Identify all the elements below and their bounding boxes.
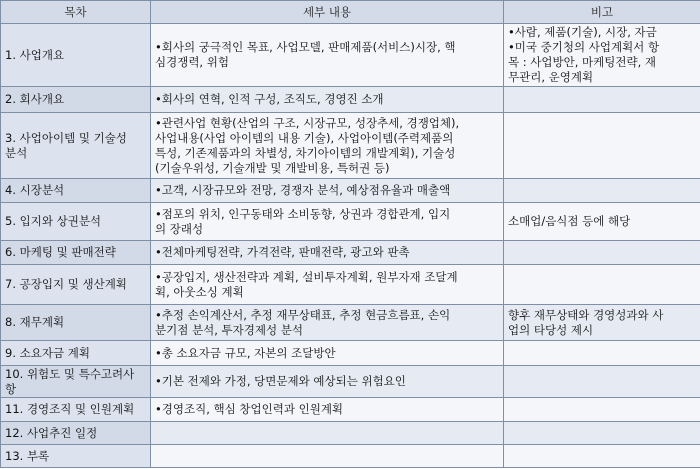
detail-line: •점포의 위치, 인구동태와 소비동향, 상권과 경합관계, 입지 xyxy=(155,206,451,221)
note-line: 무관리, 운영계획 xyxy=(508,70,594,84)
note-line: •미국 중기청의 사업계획서 항 xyxy=(508,40,660,54)
row-note xyxy=(504,305,700,341)
row-note xyxy=(504,241,700,265)
header-row xyxy=(1,1,700,24)
row-detail xyxy=(151,24,504,87)
detail-line: •관련사업 현황(산업의 구조, 시장규모, 성장추세, 경쟁업체), xyxy=(155,115,460,130)
row-note xyxy=(504,113,700,179)
row-note xyxy=(504,341,700,366)
detail-line: •기본 전제와 가정, 당면문제와 예상되는 위험요인 xyxy=(155,374,406,388)
detail-line: •회사의 궁극적인 목표, 사업모델, 판매제품(서비스)시장, 핵 xyxy=(155,40,456,54)
row-detail xyxy=(151,87,504,113)
detail-line: •공장입지, 생산전략과 계획, 설비투자계획, 원부자재 조달계 xyxy=(155,269,458,284)
row-note xyxy=(504,398,700,422)
row-detail xyxy=(151,241,504,265)
row-note xyxy=(504,24,700,87)
row-detail xyxy=(151,305,504,341)
row-detail xyxy=(151,398,504,422)
row-note xyxy=(504,366,700,398)
category-line: 항 xyxy=(5,381,17,396)
row-note xyxy=(504,445,700,468)
table-row xyxy=(1,398,700,422)
table-row xyxy=(1,341,700,366)
row-category: 6. 마케팅 및 판매전략 xyxy=(1,241,151,265)
row-note xyxy=(504,265,700,305)
header-toc: 목차 xyxy=(1,1,151,24)
table-row xyxy=(1,305,700,341)
detail-line: 사업내용(사업 아이템의 내용 기술), 사업아이템(주력제품의 xyxy=(155,130,454,145)
row-note xyxy=(504,422,700,445)
detail-line: 분기점 분석, 투자경제성 분석 xyxy=(155,322,303,337)
detail-line: (기술우위성, 기술개발 및 개발비용, 특허권 등) xyxy=(155,160,390,175)
table-row xyxy=(1,265,700,305)
table-row xyxy=(1,422,700,445)
table-row xyxy=(1,179,700,203)
category-line: 3. 사업아이템 및 기술성 xyxy=(5,130,127,145)
table-row xyxy=(1,203,700,241)
detail-line: •추정 손익계산서, 추정 재무상태표, 추정 현금흐름표, 손익 xyxy=(155,307,451,322)
row-category: 13. 부록 xyxy=(1,445,151,468)
detail-line: •총 소요자금 규모, 자본의 조달방안 xyxy=(155,345,336,360)
category-line: 10. 위험도 및 특수고려사 xyxy=(5,366,135,381)
header-detail: 세부 내용 xyxy=(151,1,504,24)
category-line: 분석 xyxy=(5,145,28,160)
header-note: 비고 xyxy=(504,1,700,24)
row-detail xyxy=(151,113,504,179)
row-category: 1. 사업개요 xyxy=(1,24,151,87)
detail-line: •전체마케팅전략, 가격전략, 판매전략, 광고와 판촉 xyxy=(155,245,410,259)
row-detail xyxy=(151,341,504,366)
detail-line: •회사의 연혁, 인적 구성, 조직도, 경영진 소개 xyxy=(155,92,384,106)
row-category: 5. 입지와 상권분석 xyxy=(1,203,151,241)
row-detail xyxy=(151,445,504,468)
row-detail xyxy=(151,203,504,241)
row-detail xyxy=(151,366,504,398)
detail-line: 심경쟁력, 위험 xyxy=(155,55,229,69)
row-category: 11. 경영조직 및 인원계획 xyxy=(1,398,151,422)
row-category: 7. 공장입지 및 생산계획 xyxy=(1,265,151,305)
table-row xyxy=(1,113,700,179)
table-row xyxy=(1,366,700,398)
detail-line: •고객, 시장규모와 전망, 경쟁자 분석, 예상점유율과 매출액 xyxy=(155,183,451,197)
row-category: 4. 시장분석 xyxy=(1,179,151,203)
row-note xyxy=(504,87,700,113)
row-detail xyxy=(151,422,504,445)
row-category xyxy=(1,366,151,398)
row-note xyxy=(504,179,700,203)
note-line: 목 : 사업방안, 마케팅전략, 재 xyxy=(508,55,657,69)
row-category: 9. 소요자금 계획 xyxy=(1,341,151,366)
row-category: 12. 사업추진 일정 xyxy=(1,422,151,445)
detail-line: 획, 아웃소싱 계획 xyxy=(155,284,244,299)
detail-line: 특성, 기존제품과의 차별성, 차기아이템의 개발계획), 기술성 xyxy=(155,145,456,160)
note-line: 소매업/음식점 등에 해당 xyxy=(508,214,631,228)
row-category xyxy=(1,113,151,179)
row-note xyxy=(504,203,700,241)
row-category: 2. 회사개요 xyxy=(1,87,151,113)
row-category: 8. 재무계획 xyxy=(1,305,151,341)
row-detail xyxy=(151,265,504,305)
table-row xyxy=(1,445,700,468)
note-line: •사람, 제품(기술), 시장, 자금 xyxy=(508,25,657,39)
detail-line: •경영조직, 핵심 창업인력과 인원계획 xyxy=(155,402,344,416)
table-row xyxy=(1,241,700,265)
note-line: 업의 타당성 제시 xyxy=(508,322,594,337)
table-row xyxy=(1,87,700,113)
row-detail xyxy=(151,179,504,203)
table-row xyxy=(1,24,700,87)
note-line: 향후 재무상태와 경영성과와 사 xyxy=(508,307,664,322)
detail-line: 의 장래성 xyxy=(155,221,204,236)
